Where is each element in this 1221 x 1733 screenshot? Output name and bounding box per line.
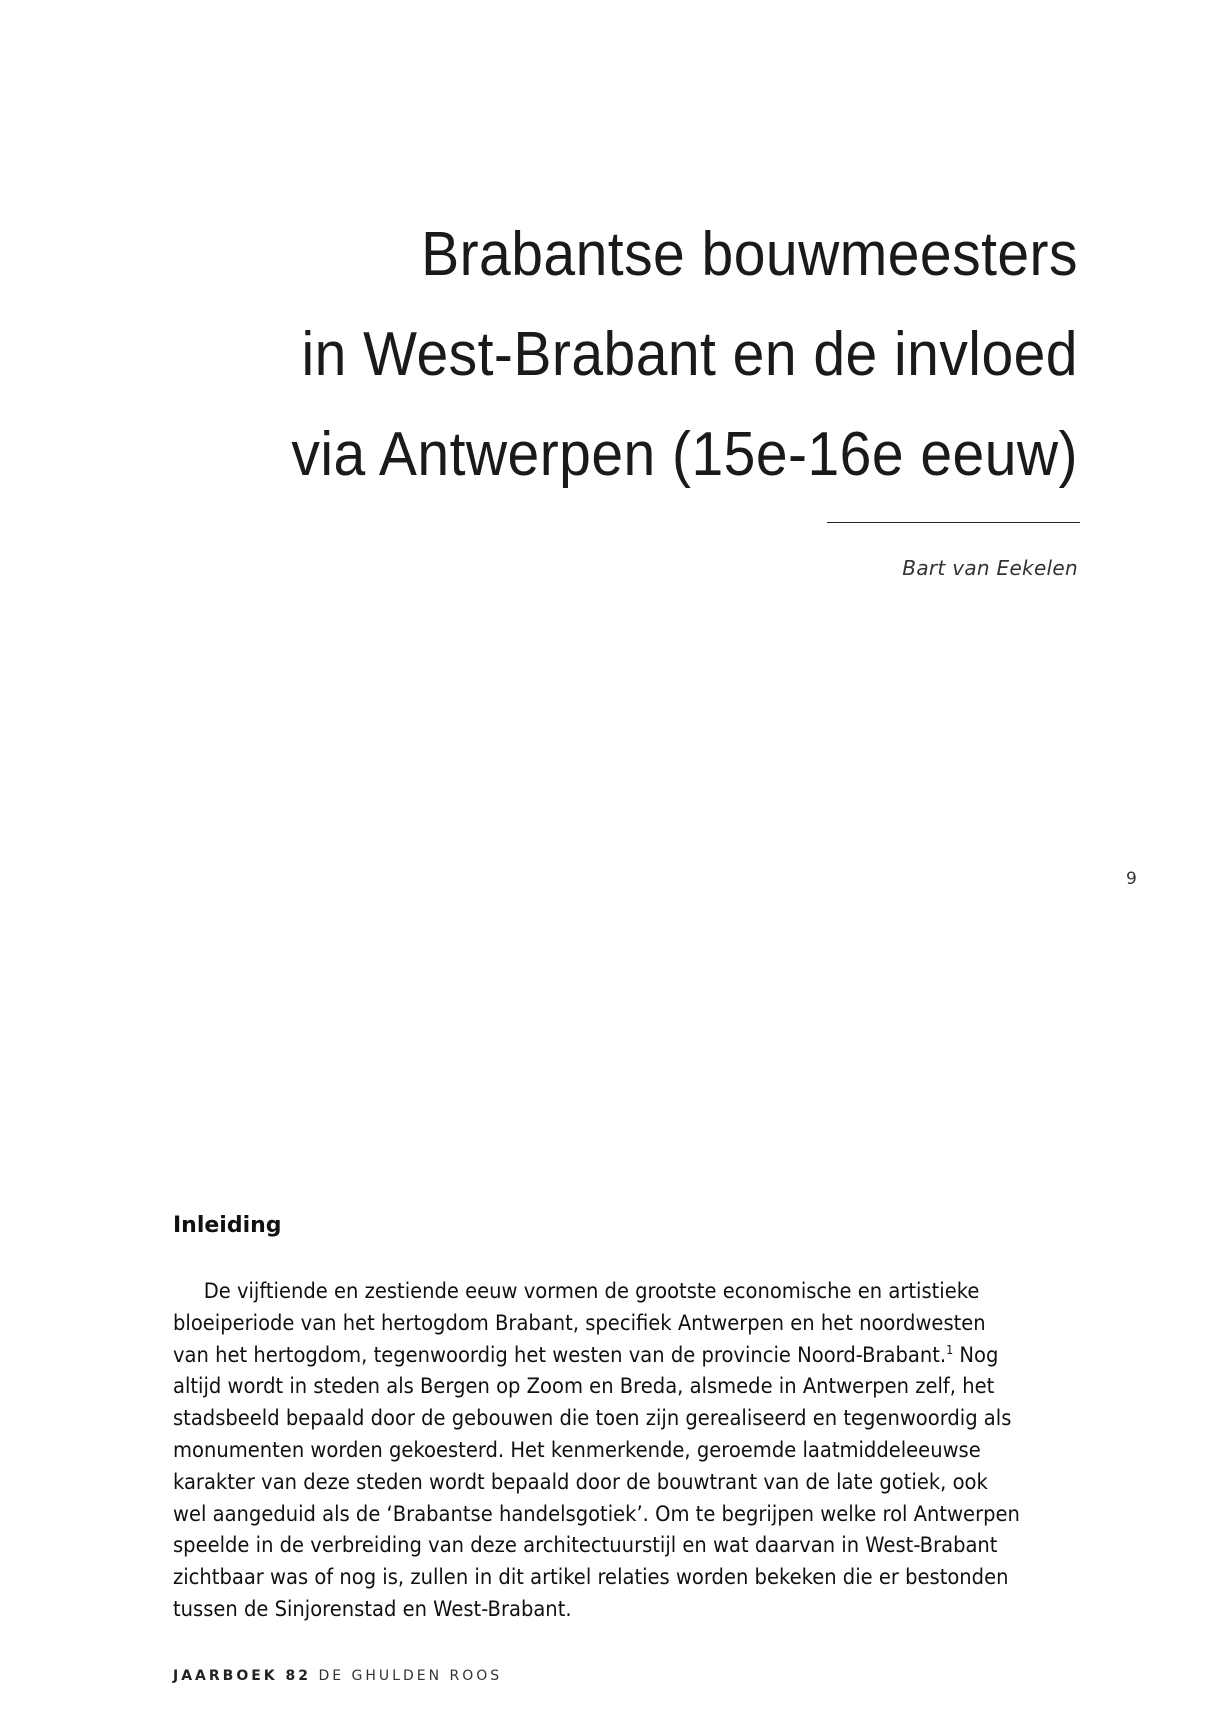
body-line-text: van het hertogdom, tegenwoordig het westen van de provincie Noord-Brabant. — [173, 1342, 947, 1367]
body-line: speelde in de verbreiding van deze architectuurstijl en wat daarvan in West-Brabant — [173, 1533, 998, 1558]
body-line: monumenten worden gekoesterd. Het kenmerkende, geroemde laatmiddeleeuwse — [173, 1437, 981, 1462]
page-number: 9 — [1126, 869, 1137, 889]
title-divider — [827, 522, 1080, 523]
body-line: zichtbaar was of nog is, zullen in dit artikel relaties worden bekeken die er bestonden — [173, 1565, 1009, 1590]
article-title — [118, 205, 1078, 505]
title-line-2: in West-Brabant en de invloed — [301, 320, 1079, 389]
body-line: De vijftiende en zestiende eeuw vormen de grootste economische en artistieke — [203, 1279, 980, 1303]
title-line-3: via Antwerpen (15e-16e eeuw) — [291, 420, 1079, 489]
running-footer — [173, 1668, 502, 1684]
body-line: karakter van deze steden wordt bepaald door de bouwtrant van de late gotiek, ook — [173, 1469, 988, 1494]
section-heading: Inleiding — [173, 1213, 282, 1238]
footnote-reference[interactable]: 1 — [946, 1342, 954, 1357]
body-line: altijd wordt in steden als Bergen op Zoom en Breda, alsmede in Antwerpen zelf, het — [173, 1374, 995, 1399]
body-line: wel aangeduid als de ‘Brabantse handelsgotiek’. Om te begrijpen welke rol Antwerpen — [173, 1501, 1020, 1526]
body-line: tussen de Sinjorenstad en West-Brabant. — [173, 1596, 572, 1621]
title-line-1: Brabantse bouwmeesters — [421, 220, 1078, 289]
footer-journal: JAARBOEK 82 — [173, 1668, 311, 1684]
body-paragraph — [173, 1276, 1103, 1626]
body-line: bloeiperiode van het hertogdom Brabant, specifiek Antwerpen en het noordwesten — [173, 1310, 986, 1335]
body-line-tail: Nog — [953, 1342, 999, 1367]
body-line-with-footnote — [173, 1340, 1038, 1372]
body-line: stadsbeeld bepaald door de gebouwen die toen zijn gerealiseerd en tegenwoordig als — [173, 1406, 1012, 1431]
author-name: Bart van Eekelen — [902, 556, 1078, 580]
footer-publication: DE GHULDEN ROOS — [318, 1668, 503, 1684]
